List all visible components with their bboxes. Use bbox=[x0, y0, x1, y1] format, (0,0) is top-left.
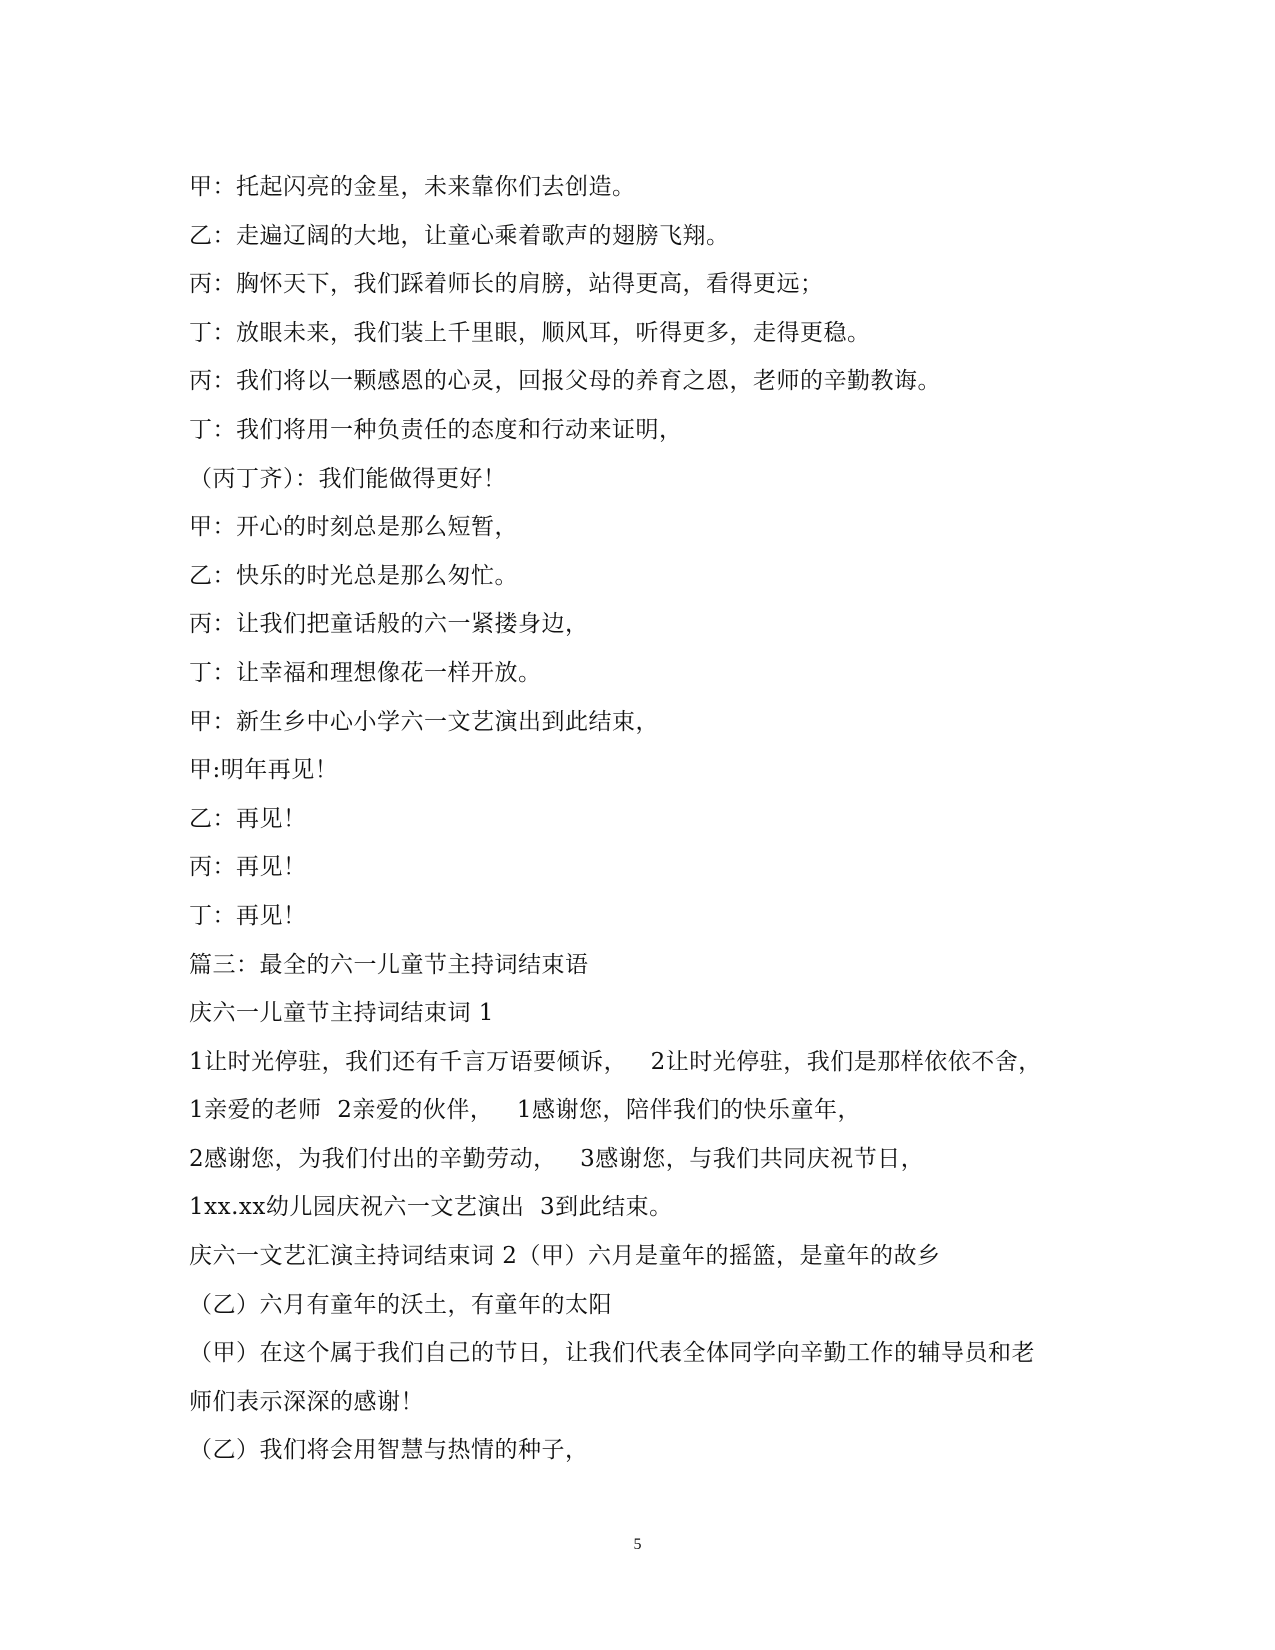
text-line: 丙：胸怀天下，我们踩着师长的肩膀，站得更高，看得更远； bbox=[189, 271, 824, 298]
text-line: 甲：开心的时刻总是那么短暂， bbox=[189, 514, 518, 541]
text-line: 乙：快乐的时光总是那么匆忙。 bbox=[189, 562, 518, 589]
text-line: 丙：我们将以一颗感恩的心灵，回报父母的养育之恩，老师的辛勤教诲。 bbox=[189, 368, 941, 395]
text-line: 甲：新生乡中心小学六一文艺演出到此结束， bbox=[189, 708, 659, 735]
text-line: （丙丁齐）：我们能做得更好！ bbox=[189, 465, 507, 492]
text-line: 丁：放眼未来，我们装上千里眼，顺风耳，听得更多，走得更稳。 bbox=[189, 319, 871, 346]
text-line: 丁：让幸福和理想像花一样开放。 bbox=[189, 659, 542, 686]
section-heading: 篇三：最全的六一儿童节主持词结束语 bbox=[189, 951, 589, 978]
text-line: （乙）六月有童年的沃土，有童年的太阳 bbox=[189, 1291, 612, 1318]
text-line: 丁：再见！ bbox=[189, 902, 307, 929]
text-line: 庆六一文艺汇演主持词结束词 2（甲）六月是童年的摇篮，是童年的故乡 bbox=[189, 1243, 941, 1270]
subsection-heading: 庆六一儿童节主持词结束词 1 bbox=[189, 1000, 494, 1027]
text-line: 乙：再见！ bbox=[189, 805, 307, 832]
text-line: 师们表示深深的感谢！ bbox=[189, 1388, 424, 1415]
text-line: 甲:明年再见！ bbox=[189, 757, 339, 784]
text-line: 丙：再见！ bbox=[189, 854, 307, 881]
text-line: 丁：我们将用一种负责任的态度和行动来证明， bbox=[189, 416, 683, 443]
text-line: （甲）在这个属于我们自己的节日，让我们代表全体同学向辛勤工作的辅导员和老 bbox=[189, 1340, 1035, 1367]
text-line: 甲：托起闪亮的金星，未来靠你们去创造。 bbox=[189, 174, 636, 200]
text-line: 1让时光停驻，我们还有千言万语要倾诉， 2让时光停驻，我们是那样依依不舍， bbox=[189, 1048, 1042, 1075]
page-number: 5 bbox=[633, 1536, 642, 1553]
text-line: 1亲爱的老师 2亲爱的伙伴， 1感谢您，陪伴我们的快乐童年， bbox=[189, 1097, 861, 1124]
text-line: 乙：走遍辽阔的大地，让童心乘着歌声的翅膀飞翔。 bbox=[189, 222, 730, 249]
text-line: 1xx.xx幼儿园庆祝六一文艺演出 3到此结束。 bbox=[189, 1194, 673, 1221]
text-line: 丙：让我们把童话般的六一紧搂身边， bbox=[189, 611, 589, 638]
text-line: 2感谢您，为我们付出的辛勤劳动， 3感谢您，与我们共同庆祝节日， bbox=[189, 1145, 925, 1172]
text-line: （乙）我们将会用智慧与热情的种子， bbox=[189, 1437, 589, 1464]
document-body bbox=[189, 163, 1089, 1475]
